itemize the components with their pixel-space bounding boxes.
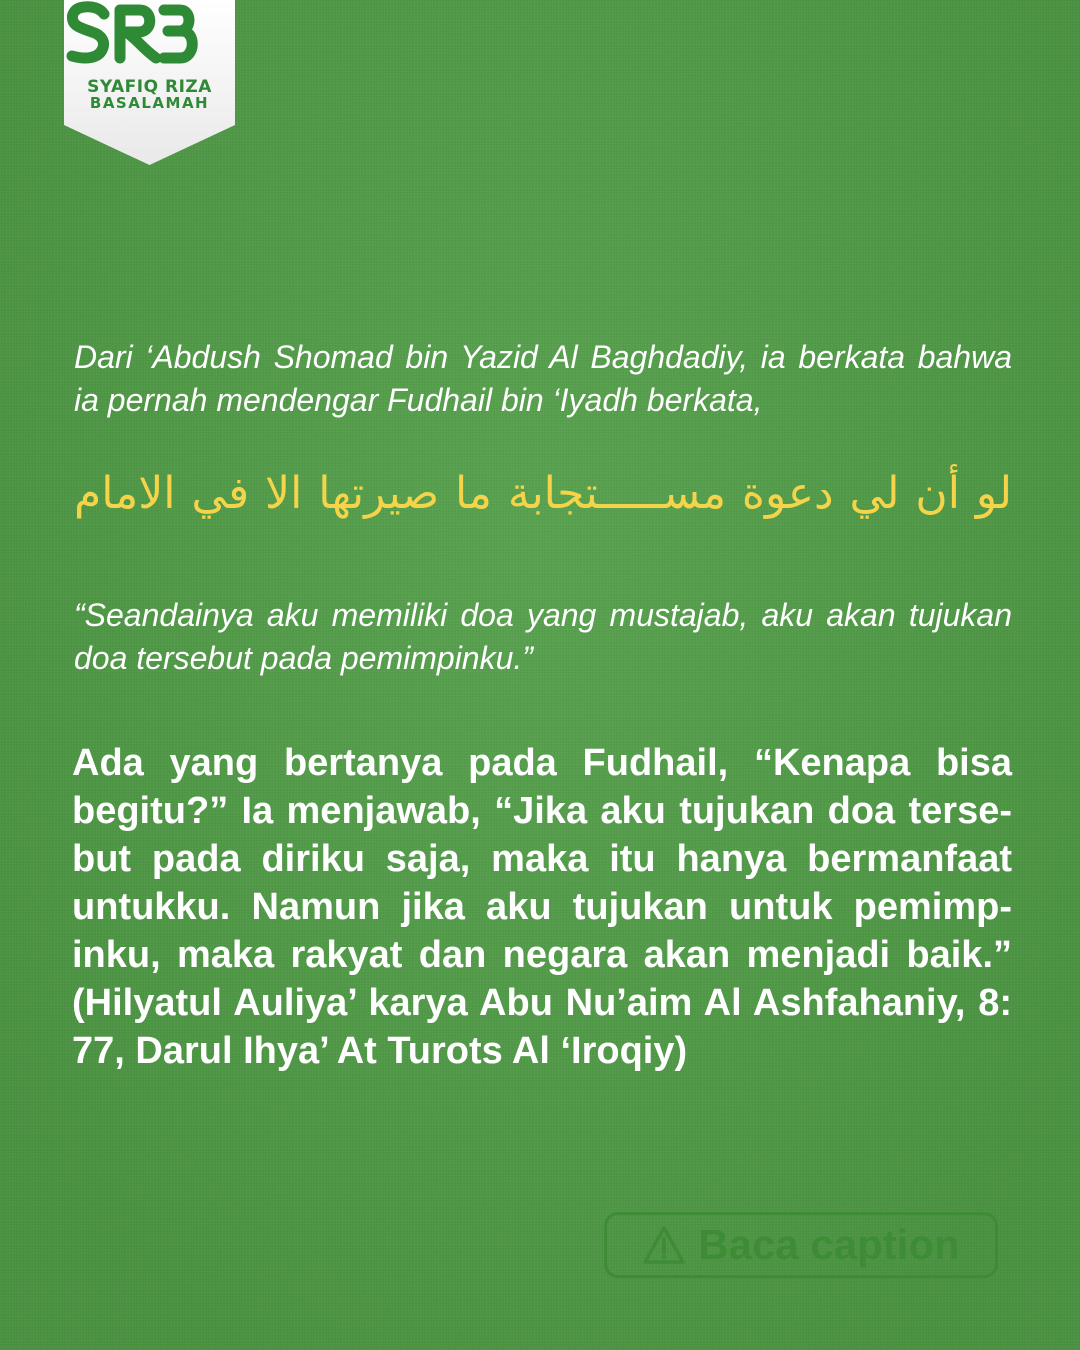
baca-caption-label: Baca caption xyxy=(698,1221,960,1268)
srb-logo-mark xyxy=(64,0,199,68)
translation-text: “Seandainya aku memiliki doa yang mustajab, aku akan tujukan doa tersebut pada pemimpinku.” xyxy=(74,597,1012,676)
logo-name-line1: SYAFIQ RIZA xyxy=(87,77,212,97)
body-text: Ada yang bertanya pada Fudhail, “Kenapa bisa begitu?” Ia menjawab, “Jika aku tujukan doa tersebut pada diriku saja, maka itu hanya bermanfaat untukku. Namun jika aku tujukan untuk pemimpinku, maka rakyat dan negara akan menjadi baik.” (Hilyatul Auliya’ karya Abu Nu’aim Al Ashfahaniy, 8: 77, Darul Ihya’ At Turots Al ‘Iroqiy) xyxy=(72,742,1012,1072)
arabic-quote: لو أن لي دعوة مســـــتجابة ما صيرتها الا في الامام xyxy=(74,468,1012,519)
baca-caption-button[interactable] xyxy=(604,1212,998,1278)
logo-banner xyxy=(64,0,235,165)
intro-text: Dari ‘Abdush Shomad bin Yazid Al Baghdadiy, ia berkata bahwa ia pernah mendengar Fudhail bin ‘Iyadh berkata, xyxy=(74,339,1012,418)
warning-icon xyxy=(642,1225,686,1265)
logo-name-line2: BASALAMAH xyxy=(89,94,210,112)
